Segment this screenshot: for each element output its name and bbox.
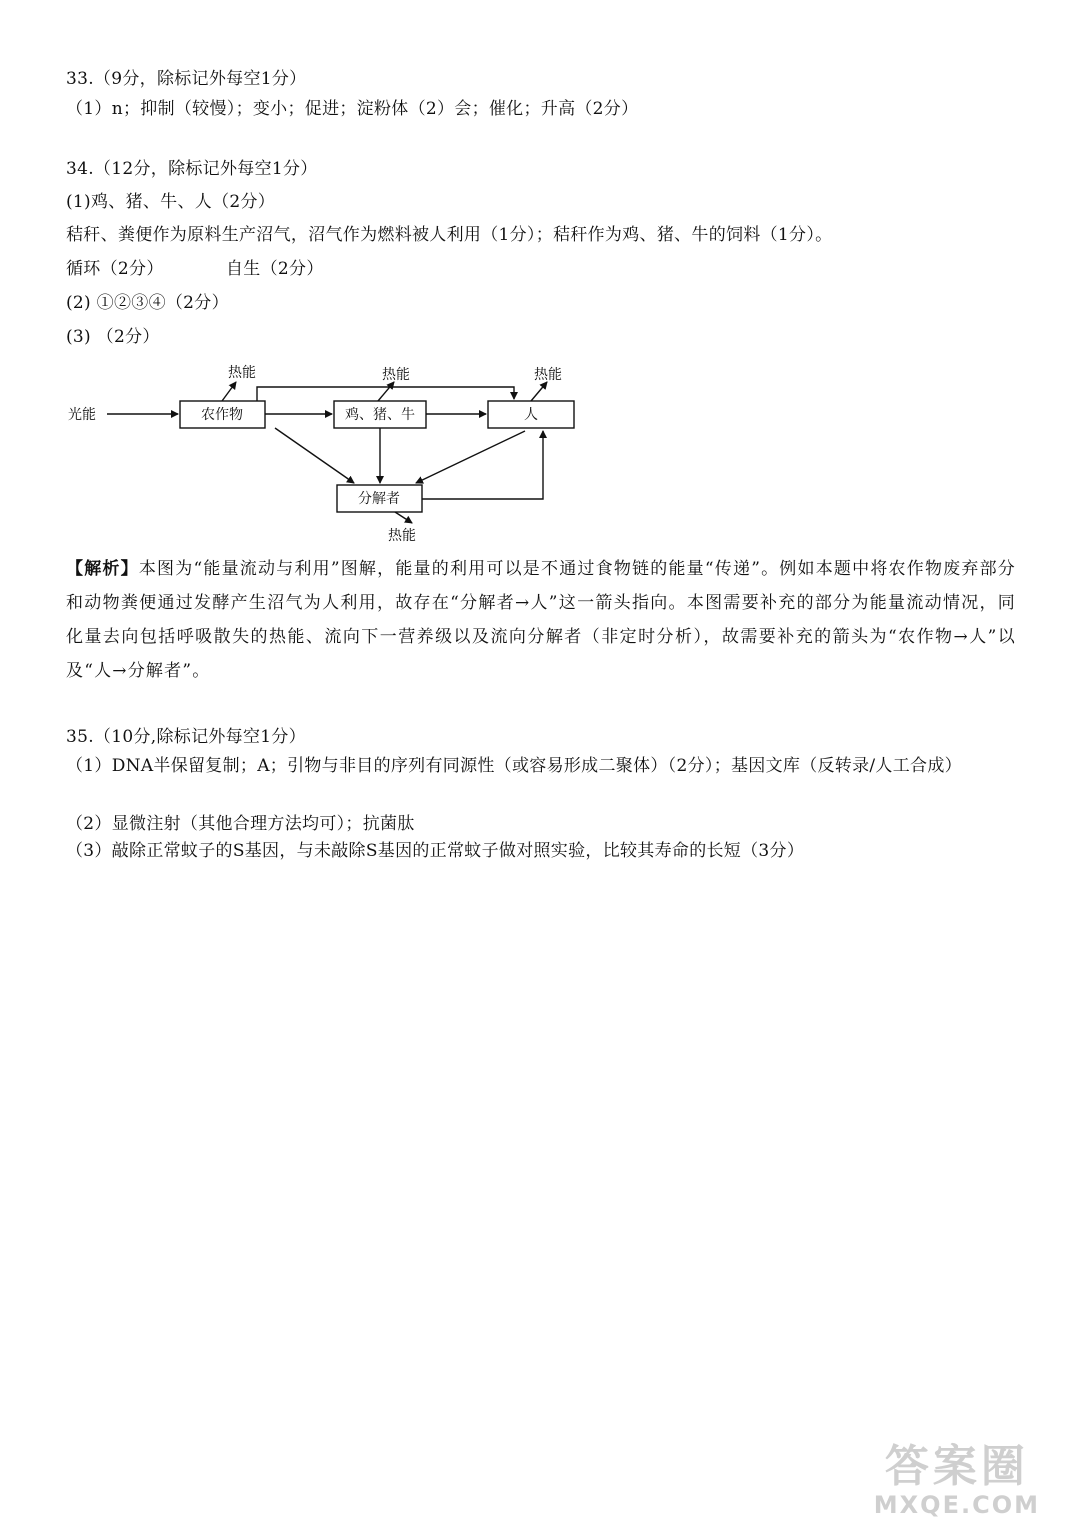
q34-answer-2: (2) ①②③④（2分）	[66, 293, 229, 313]
arrow-human-to-decomposer	[416, 431, 525, 483]
watermark-logo	[874, 1443, 1040, 1519]
q34-header: 34.（12分，除标记外每空1分）	[66, 159, 318, 179]
light-energy-label: 光能	[68, 407, 96, 423]
q34-answer-1-explanation: 秸秆、粪便作为原料生产沼气，沼气作为燃料被人利用（1分）；秸秆作为鸡、猪、牛的饲料（1分）。	[66, 225, 833, 245]
q33-answer-1: （1）n；抑制（较慢）；变小；促进；淀粉体（2）会；催化；升高（2分）	[66, 99, 639, 119]
q34-answer-3: (3) （2分）	[66, 327, 160, 347]
decomposer-label: 分解者	[358, 491, 400, 507]
arrow-decomposer-heat	[395, 512, 412, 523]
q35-answer-3: （3）敲除正常蚊子的S基因，与未敲除S基因的正常蚊子做对照实验，比较其寿命的长短（3分）	[66, 841, 805, 861]
livestock-heat-label: 热能	[382, 367, 410, 383]
q35-answer-1: （1）DNA半保留复制；A；引物与非目的序列有同源性（或容易形成二聚体）（2分）；基因文库（反转录/人工合成）	[66, 756, 962, 776]
q34-answer-1-cycle: 循环（2分）	[66, 259, 164, 279]
q35-header: 35.（10分,除标记外每空1分）	[66, 727, 306, 747]
arrow-crops-to-decomposer	[275, 428, 354, 483]
decomposer-heat-label: 热能	[388, 528, 416, 544]
q33-header: 33.（9分，除标记外每空1分）	[66, 69, 307, 89]
analysis-label: 【解析】	[66, 559, 139, 579]
arrow-human-heat	[531, 382, 547, 401]
q34-analysis	[66, 552, 1016, 688]
arrow-livestock-heat	[378, 382, 394, 401]
livestock-label: 鸡、猪、牛	[345, 407, 415, 423]
q34-answer-1: (1)鸡、猪、牛、人（2分）	[66, 192, 276, 212]
watermark-bottom: MXQE.COM	[873, 1491, 1040, 1519]
crops-label: 农作物	[201, 407, 243, 423]
energy-flow-diagram	[60, 355, 600, 550]
q35-answer-2: （2）显微注射（其他合理方法均可）；抗菌肽	[66, 814, 415, 834]
human-label: 人	[524, 407, 538, 423]
analysis-text: 本图为“能量流动与利用”图解，能量的利用可以是不通过食物链的能量“传递”。例如本题中将农作物废弃部分和动物粪便通过发酵产生沼气为人利用，故存在“分解者→人”这一箭头指向。本图需要补充的部分为能量流动情况，同化量去向包括呼吸散失的热能、流向下一营养级以及流向分解者（非定时分析），故需要补充的箭头为“农作物→人”以及“人→分解者”。	[66, 559, 1016, 681]
arrow-crops-heat	[222, 382, 236, 401]
human-heat-label: 热能	[534, 367, 562, 383]
watermark-top: 答案圈	[884, 1441, 1029, 1492]
q34-answer-1-self: 自生（2分）	[226, 259, 324, 279]
arrow-decomposer-to-human	[422, 431, 543, 499]
arrow-crops-to-human	[257, 387, 514, 401]
crops-heat-label: 热能	[228, 365, 256, 381]
